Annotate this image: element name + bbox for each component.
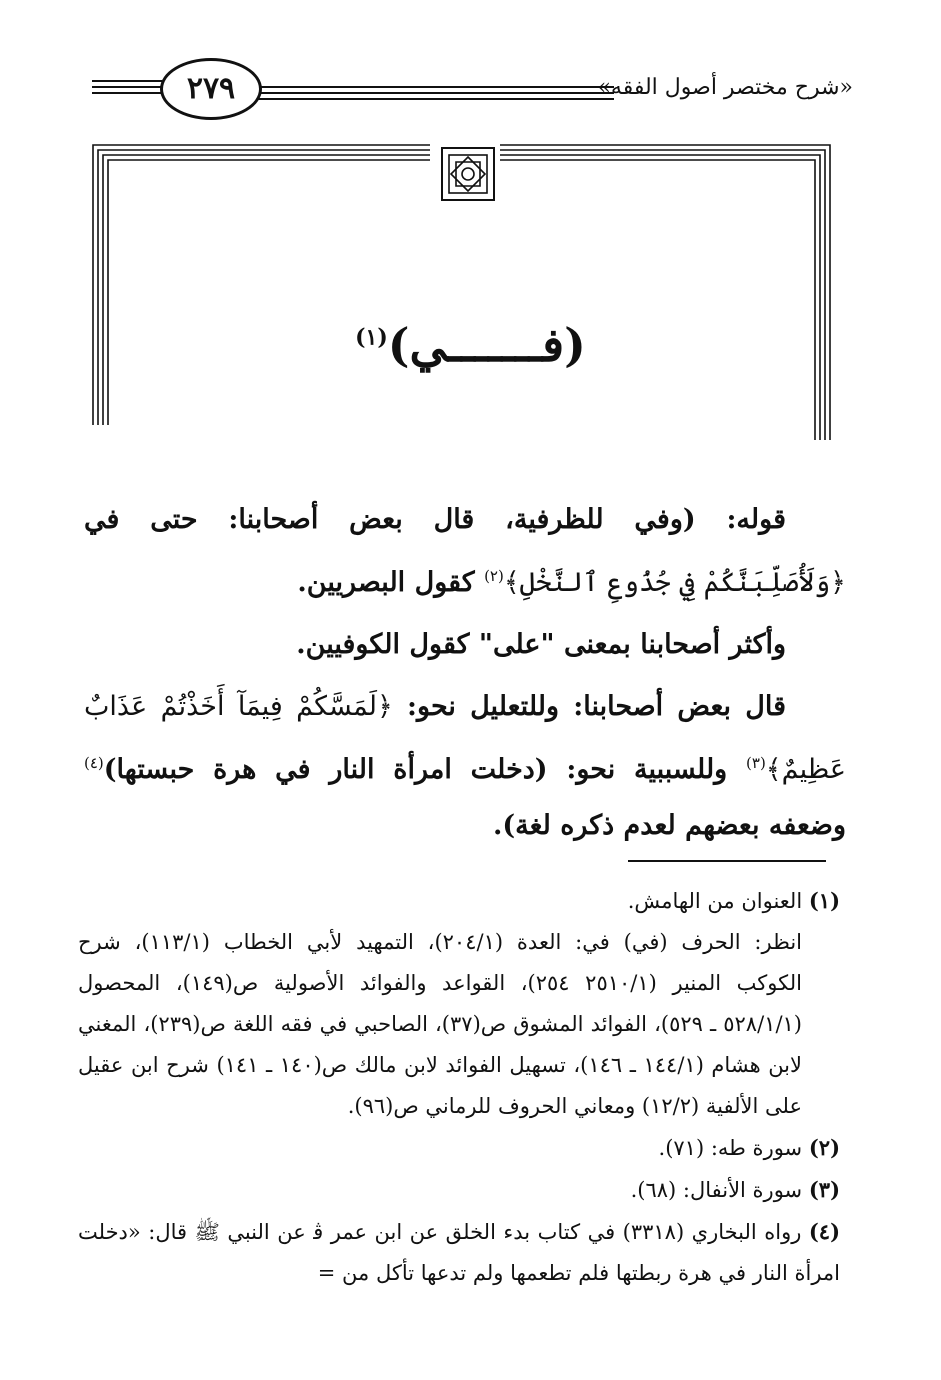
p1-text-1: قوله: (وفي للظرفية، قال بعض أصحابنا: حتى في (84, 504, 786, 535)
footnote-text: انظر: الحرف (في) في: العدة (٢٠٤/١)، التمهيد لأبي الخطاب (١١٣/١)، شرح الكوكب المنير (٢٥١٠/١ ٢٥٤)، القواعد والفوائد الأصولية ص(١٤٩)، المحصول (٥٢٨/١/١ ـ ٥٢٩)، الفوائد المشوق ص(٣٧)، الصاحبي في فقه اللغة ص(٢٣٩)، المغني لابن هشام (١٤٤/١ ـ ١٤٦)، تسهيل الفوائد لابن مالك ص(١٤٠ ـ ١٤١) شرح ابن عقيل على الألفية (١٢/٢) ومعاني الحروف للرماني ص(٩٦). (78, 930, 803, 1118)
note-ref-4: (٤) (84, 754, 104, 772)
header-rule-mid-3 (256, 98, 614, 100)
chapter-title: (فـــــــي) (387, 318, 586, 372)
p1-text-2: كقول البصريين. (297, 567, 475, 598)
frame-ornament (0, 140, 941, 440)
page-header (0, 0, 941, 140)
footnote-1-continued (78, 922, 840, 1127)
footnote-number: (٢) (808, 1135, 840, 1160)
body-text (84, 492, 846, 860)
footnote-3 (78, 1169, 840, 1211)
footnote-number: (١) (808, 888, 840, 913)
running-title: «شرح مختصر أصول الفقه» (597, 75, 853, 100)
chapter-frame (0, 140, 941, 440)
header-rule-left-3 (92, 92, 162, 94)
quran-verse-1: ﴿وَلَأُصَلِّبَنَّكُمْ فِي جُذُوعِ ٱلنَّخْلِ﴾ (503, 567, 846, 598)
paragraph-3 (84, 679, 846, 854)
note-ref-2: (٢) (484, 567, 504, 585)
heading-note-ref: (١) (355, 324, 388, 351)
page-number: ٢٧٩ (160, 58, 262, 120)
footnote-2 (78, 1127, 840, 1169)
footnote-4 (78, 1211, 840, 1294)
footnotes (78, 880, 840, 1294)
chapter-heading (0, 318, 941, 372)
footnote-text: العنوان من الهامش. (627, 889, 803, 913)
note-ref-3: (٣) (746, 754, 766, 772)
paragraph-2: وأكثر أصحابنا بمعنى "على" كقول الكوفيين. (296, 629, 786, 660)
header-rule-left-2 (92, 86, 162, 88)
quran-verse-2: ﴿لَمَسَّكُمْ فِيمَآ أَخَذْتُمْ عَذَابٌ عَظِيمٌ﴾ (84, 691, 846, 785)
header-rule-mid-2 (256, 92, 614, 94)
footnote-text: رواه البخاري (٣٣١٨) في كتاب بدء الخلق عن ابن عمر ﭬ عن النبي ﷺ قال: «دخلت امرأة النار في هرة ربطتها فلم تطعمها ولم تدعها تأكل من = (78, 1220, 840, 1285)
footnote-number: (٣) (808, 1177, 840, 1202)
p3-text-3: وضعفه بعضهم لعدم ذكره لغة). (492, 810, 846, 841)
footnote-text: سورة الأنفال: (٦٨). (630, 1178, 803, 1202)
p3-text-2: وللسببية نحو: (دخلت امرأة النار في هرة حبستها) (103, 754, 728, 785)
header-rule-left-1 (92, 80, 162, 82)
footnote-1 (78, 880, 840, 922)
paragraph-1 (84, 492, 846, 611)
footnote-number: (٤) (808, 1219, 841, 1244)
footnote-separator (628, 860, 826, 862)
footnote-text: سورة طه: (٧١). (658, 1136, 803, 1160)
header-rule-mid-1 (256, 86, 614, 88)
p3-text-1: قال بعض أصحابنا: وللتعليل نحو: (407, 691, 787, 722)
